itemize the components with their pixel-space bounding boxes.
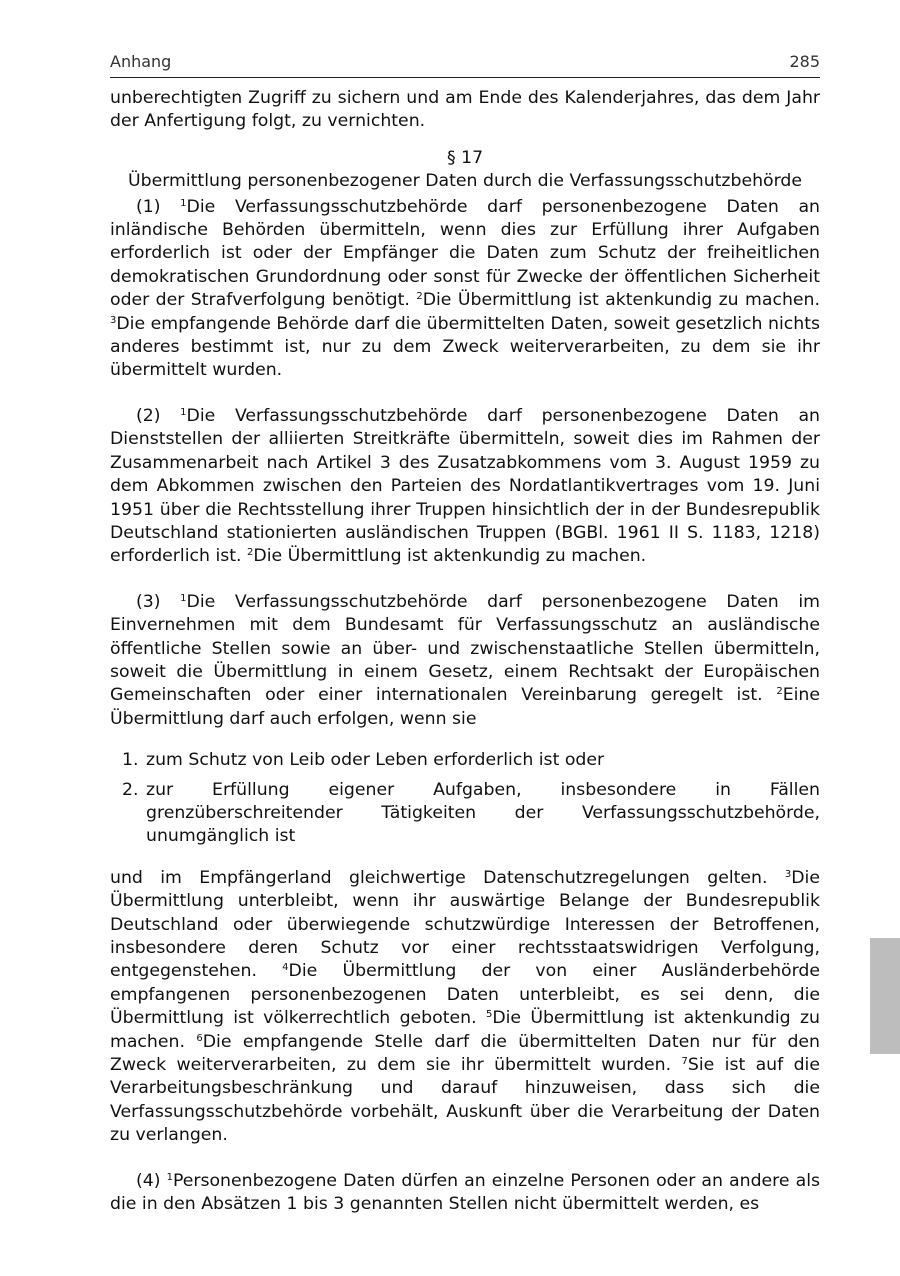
paragraph-3 [110,591,820,731]
sentence: und im Empfängerland gleichwertige Datenschutzregelungen gelten. [110,867,768,888]
chapter-thumb-tab [870,938,900,1054]
body-text [110,87,820,1216]
sentence-marker: 2 [416,291,423,303]
paragraph-label: (1) [136,196,161,217]
sentence: Die empfangende Behörde darf die übermittelten Daten, soweit gesetzlich nichts anderes bestimmt ist, nur zu dem Zweck weiterverarbeiten, zu dem sie ihr übermittelt wurden. [110,313,820,381]
sentence-marker: 3 [784,868,792,880]
section-number: § 17 [446,147,484,168]
list-item-number: 2. [122,779,139,800]
sentence-marker: 3 [110,314,117,326]
sentence: Die Übermittlung ist aktenkundig zu machen. [253,546,647,567]
sentence-marker: 6 [196,1032,203,1044]
header-title: Anhang [110,52,172,71]
paragraph-label: (4) [136,1170,161,1191]
sentence-marker: 2 [247,547,254,559]
sentence: Die empfangende Stelle darf die übermittelten Daten nur für den Zweck weiterverarbeiten, zu dem sie ihr übermittelt wurden. [110,1031,820,1076]
section-title: Übermittlung personenbezogener Daten durch die Verfassungsschutzbehörde [127,171,803,192]
running-header [110,52,820,76]
paragraph-3-continuation [110,867,820,1148]
list-item-number: 1. [122,750,139,771]
sentence-marker: 1 [180,197,187,209]
paragraph-1 [110,196,820,383]
sentence: Die Verfassungsschutzbehörde darf personenbezogene Daten an inländische Behörden übermitteln, wenn dies zur Erfüllung ihrer Aufgaben erforderlich ist oder der Empfänger die Daten zum Schutz der freiheitlichen demokratischen Grundordnung oder sonst für Zwecke der öffentlichen Sicherheit oder der Strafverfolgung benötigt. [110,196,820,311]
sentence-marker: 1 [166,1171,173,1183]
sentence: Die Verfassungsschutzbehörde darf personenbezogene Daten an Dienststellen der alliierten Streitkräfte übermitteln, soweit dies im Rahmen der Zusammenarbeit nach Artikel 3 des Zusatzabkommens vom 3. August 1959 zu dem Abkommen zwischen den Parteien des Nordatlantikvertrages vom 19. Juni 1951 über die Rechtsstellung ihrer Truppen hinsichtlich der in der Bundesrepublik Deutschland stationierten ausländischen Truppen (BGBl. 1961 II S. 1183, 1218) erforderlich ist. [110,405,820,567]
sentence: Die Übermittlung unterbleibt, wenn ihr auswärtige Belange der Bundesrepublik Deutschland oder überwiegende schutzwürdige Interessen der Betroffenen, insbesondere deren Schutz vor einer rechtsstaatswidrigen Verfolgung, entgegenstehen. [110,867,820,982]
sentence: Die Verfassungsschutzbehörde darf personenbezogene Daten im Einvernehmen mit dem Bundesamt für Verfassungsschutz an ausländische öffentliche Stellen sowie an über- und zwischenstaatliche Stellen übermitteln, soweit die Übermittlung in einem Gesetz, einem Rechtsakt der Europäischen Gemeinschaften oder einer internationalen Vereinbarung geregelt ist. [110,591,820,706]
sentence-marker: 7 [681,1056,688,1068]
condition-list [110,749,820,849]
paragraph-label: (2) [136,405,161,426]
sentence-marker: 2 [776,686,783,698]
page-number: 285 [789,52,820,71]
sentence: Eine Übermittlung darf auch erfolgen, wenn sie [110,685,820,729]
sentence: Die Übermittlung der von einer Ausländerbehörde empfangenen personenbezogenen Daten unterbleibt, es sei denn, die Übermittlung ist völkerrechtlich geboten. [110,961,821,1029]
sentence-marker: 4 [282,962,289,974]
sentence-marker: 1 [180,406,187,418]
header-rule [110,77,820,78]
paragraph-label: (3) [136,591,161,612]
list-item [110,749,820,772]
sentence: Personenbezogene Daten dürfen an einzelne Personen oder an andere als die in den Absätzen 1 bis 3 genannten Stellen nicht übermittelt werden, es [110,1170,820,1215]
sentence-marker: 5 [485,1009,493,1021]
paragraph-2 [110,405,820,569]
sentence-marker: 1 [180,592,187,604]
sentence: Die Übermittlung ist aktenkundig zu machen. [422,290,820,311]
paragraph-4 [110,1170,820,1217]
sentence: Sie ist auf die Verarbeitungsbeschränkung und darauf hinzuweisen, dass sich die Verfassungsschutzbehörde vorbehält, Auskunft über die Verarbeitung der Daten zu verlangen. [110,1055,820,1146]
list-item-text: zur Erfüllung eigener Aufgaben, insbesondere in Fällen grenzüberschreitender Tätigkeiten der Verfassungsschutzbehörde, unumgänglich ist [146,779,820,847]
intro-paragraph: unberechtigten Zugriff zu sichern und am Ende des Kalenderjahres, das dem Jahr der Anfertigung folgt, zu vernichten. [110,88,820,132]
sentence: Die Übermittlung ist aktenkundig zu machen. [110,1008,821,1052]
list-item-text: zum Schutz von Leib oder Leben erforderlich ist oder [146,750,605,771]
list-item [110,779,820,849]
